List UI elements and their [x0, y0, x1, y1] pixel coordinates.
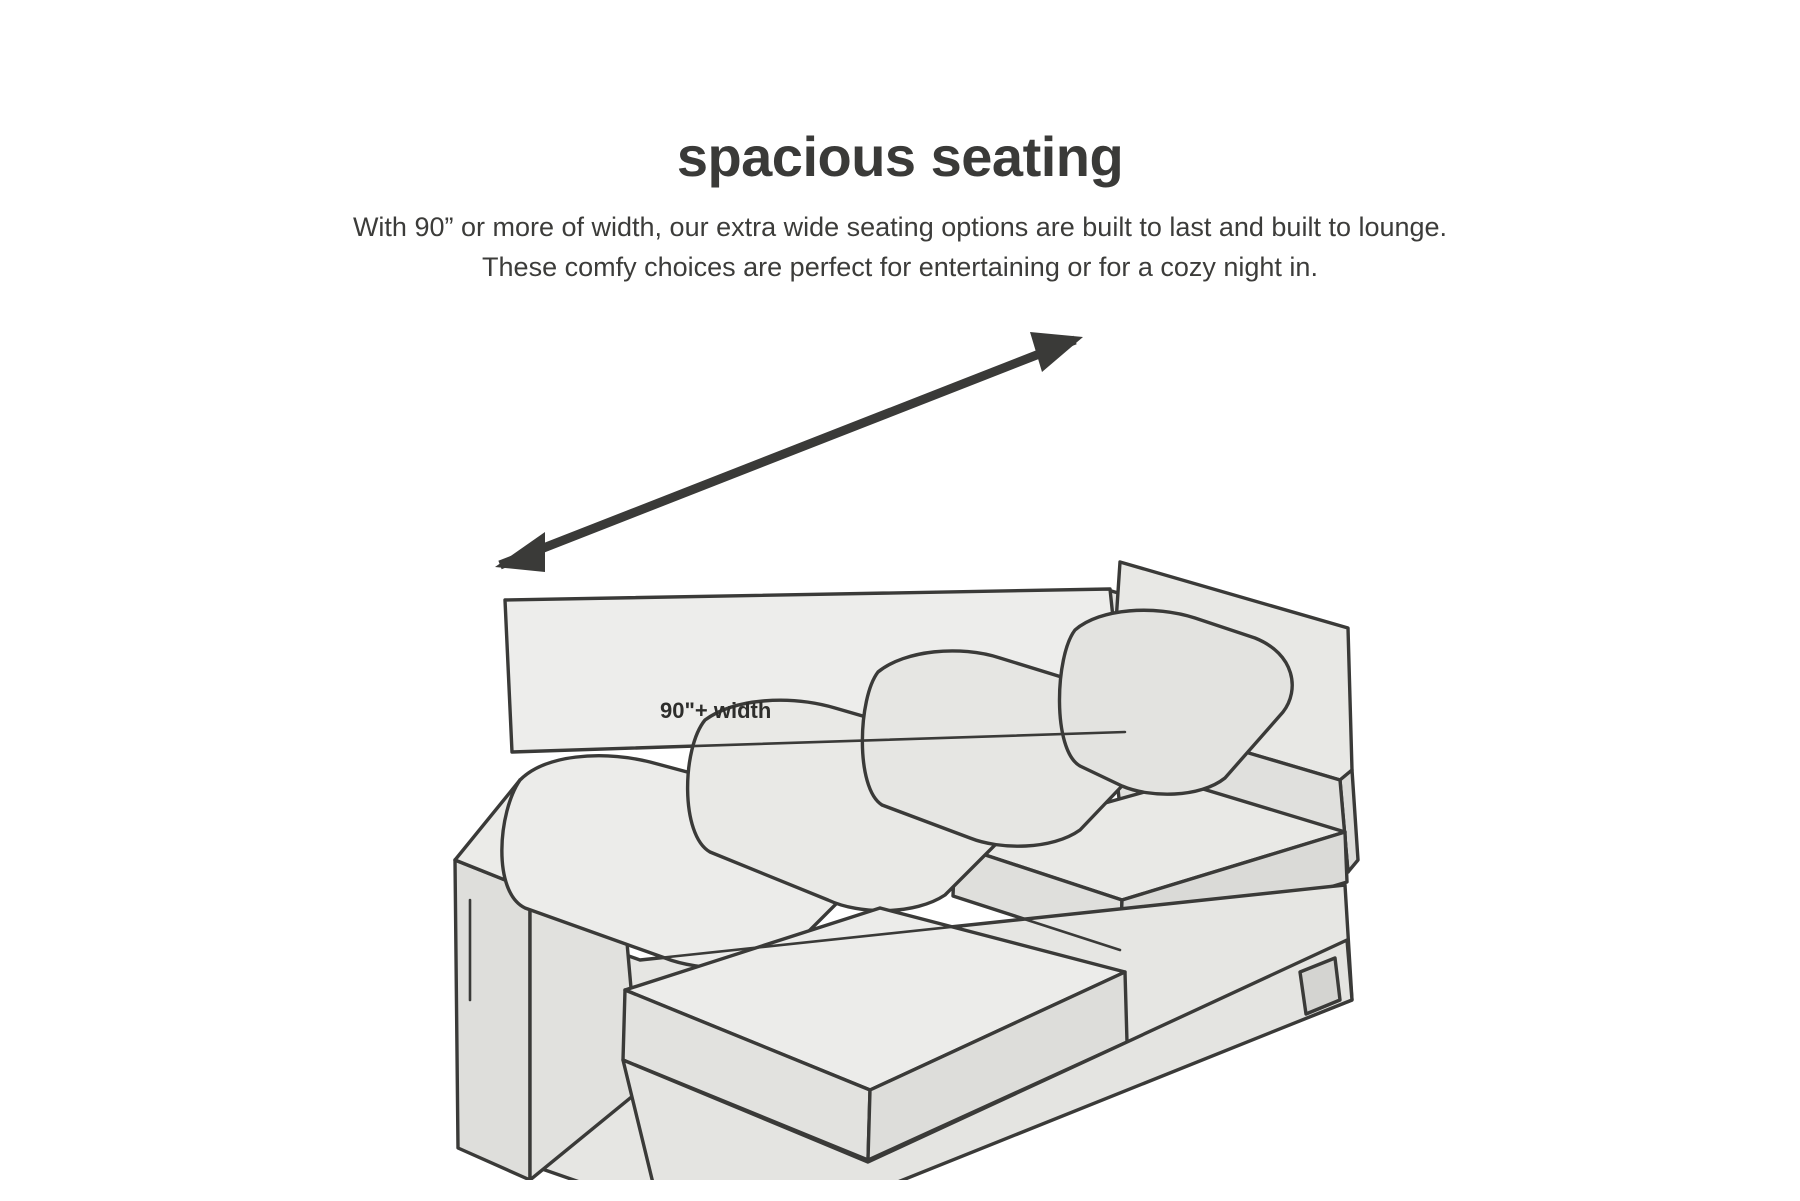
- width-dimension-label: 90"+ width: [660, 698, 772, 723]
- left-arm-outer-face: [455, 860, 530, 1180]
- width-dimension-arrow: [495, 332, 1083, 572]
- subcopy-line-2: These comfy choices are perfect for entertaining or for a cozy night in.: [482, 251, 1318, 282]
- sofa-body: [455, 562, 1358, 1180]
- sofa-line-drawing-svg: [0, 300, 1800, 1180]
- arrow-head-left: [495, 532, 545, 572]
- arrow-shaft: [500, 340, 1075, 565]
- page-title: spacious seating: [676, 124, 1124, 188]
- arrow-head-right: [1030, 332, 1083, 372]
- subcopy-line-1: With 90” or more of width, our extra wide seating options are built to last and built to lounge.: [352, 212, 1448, 242]
- sofa-illustration: [0, 300, 1800, 1180]
- page-subcopy: [0, 208, 1800, 288]
